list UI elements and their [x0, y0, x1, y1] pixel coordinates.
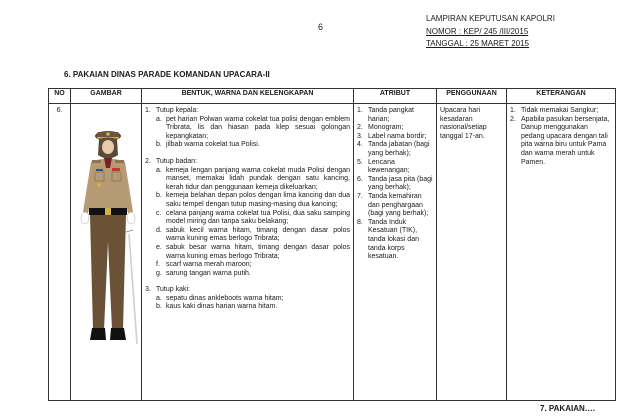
list-item	[357, 159, 433, 176]
document-header	[426, 13, 555, 51]
list-marker: e.	[156, 243, 162, 251]
page-number: 6	[318, 22, 324, 32]
list-item	[357, 219, 433, 262]
bentuk-list	[145, 107, 350, 312]
policewoman-uniform-image	[77, 122, 139, 352]
list-item	[145, 158, 350, 278]
list-marker: b.	[156, 303, 162, 311]
list-item	[156, 116, 350, 142]
uniform-table	[48, 88, 616, 401]
list-item	[156, 244, 350, 261]
table-row	[49, 104, 616, 401]
cell-atribut	[354, 104, 437, 401]
list-item	[156, 295, 350, 304]
list-item	[357, 124, 433, 133]
list-marker: 3.	[145, 286, 151, 294]
list-text: sarung tangan warna putih.	[166, 269, 251, 277]
list-marker: g.	[156, 269, 162, 277]
list-text: Tanda kemahiran dan penghargaan (bagi yang berhak);	[368, 192, 429, 218]
list-marker: 7.	[357, 192, 363, 200]
header-gambar: GAMBAR	[71, 89, 142, 104]
list-text: sabuk kecil warna hitam, timang dengan dasar polos warna kuning emas berlogo Tribrata;	[166, 226, 350, 243]
header-keterangan: KETERANGAN	[507, 89, 616, 104]
list-marker: 4.	[357, 141, 363, 149]
list-item	[156, 270, 350, 279]
list-marker: f.	[156, 261, 160, 269]
header-bentuk: BENTUK, WARNA DAN KELENGKAPAN	[142, 89, 354, 104]
list-item	[156, 210, 350, 227]
list-text: Tanda jasa pita (bagi yang berhak);	[368, 175, 433, 192]
list-text: scarf warna merah maroon;	[166, 261, 252, 269]
list-marker: c.	[156, 209, 162, 217]
list-item	[510, 107, 612, 116]
list-text: Monogram;	[368, 124, 404, 132]
cell-gambar	[71, 104, 142, 401]
list-marker: 2.	[510, 115, 516, 123]
list-item	[156, 261, 350, 270]
list-item	[156, 303, 350, 312]
header-line-1: LAMPIRAN KEPUTUSAN KAPOLRI	[426, 14, 555, 23]
footer-continuation: 7. PAKAIAN….	[540, 404, 595, 413]
header-penggunaan: PENGGUNAAN	[437, 89, 507, 104]
list-marker: d.	[156, 226, 162, 234]
atribut-list	[357, 107, 433, 262]
list-text: Tanda Induk Kesatuan (TIK), tanda lokasi dan tanda korps kesatuan.	[368, 218, 419, 261]
list-marker: 1.	[145, 107, 151, 114]
group-title: Tutup badan:	[156, 157, 197, 165]
cell-bentuk	[142, 104, 354, 401]
list-item	[357, 193, 433, 219]
section-title: 6. PAKAIAN DINAS PARADE KOMANDAN UPACARA-II	[64, 70, 270, 79]
list-marker: 6.	[357, 175, 363, 183]
list-item	[357, 107, 433, 124]
header-line-2: NOMOR : KEP/ 245 /III/2015	[426, 26, 529, 36]
list-marker: 5.	[357, 158, 363, 166]
list-marker: 2.	[145, 157, 151, 165]
list-text: sepatu dinas ankleboots warna hitam;	[166, 294, 284, 302]
list-item	[510, 116, 612, 168]
list-item	[357, 176, 433, 193]
list-marker: b.	[156, 192, 162, 200]
cell-penggunaan	[437, 104, 507, 401]
list-item	[145, 286, 350, 312]
list-item	[357, 141, 433, 158]
list-text: kemeja belahan depan polos dengan lima kancing dan dua saku tempel dengan tutup masing-masing dua kancing;	[166, 192, 350, 208]
group-title: Tutup kepala:	[156, 107, 199, 114]
cell-no: 6.	[49, 104, 71, 401]
list-item	[156, 227, 350, 244]
penggunaan-text: Upacara hari kesadaran nasional/setiap tanggal 17-an.	[440, 107, 487, 140]
header-atribut: ATRIBUT	[354, 89, 437, 104]
list-marker: b.	[156, 141, 162, 149]
list-text: jilbab warna cokelat tua Polisi.	[166, 141, 260, 149]
list-text: Tidak memakai Sangkur;	[521, 107, 599, 114]
list-text: Label nama bordir;	[368, 132, 427, 140]
list-text: celana panjang warna cokelat tua Polisi, dua saku samping model miring dan tanpa saku belakang;	[166, 209, 350, 226]
list-text: Tanda pangkat harian;	[368, 107, 414, 123]
list-item	[156, 192, 350, 209]
header-no: NO	[49, 89, 71, 104]
list-marker: 1.	[510, 107, 516, 114]
list-item	[145, 107, 350, 150]
header-line-3: TANGGAL : 25 MARET 2015	[426, 39, 530, 48]
keterangan-list	[510, 107, 612, 167]
list-text: Tanda jabatan (bagi yang berhak);	[368, 141, 430, 157]
list-text: Apabila pasukan bersenjata, Danup menggunakan pedang upacara dengan tali pita warna biru untuk Pama dan warna merah untuk Pamen.	[521, 115, 610, 166]
list-marker: 8.	[357, 218, 363, 226]
list-text: Lencana kewenangan;	[368, 158, 410, 175]
list-marker: 1.	[357, 107, 363, 114]
list-item	[156, 167, 350, 193]
list-text: kaus kaki dinas harian warna hitam.	[166, 303, 278, 311]
cell-keterangan	[507, 104, 616, 401]
group-title: Tutup kaki:	[156, 286, 190, 294]
list-marker: a.	[156, 294, 162, 302]
list-item	[156, 141, 350, 150]
list-marker: a.	[156, 115, 162, 123]
list-text: sabuk besar warna hitam, timang dengan dasar polos warna kuning emas berlogo Tribrata;	[166, 243, 350, 260]
list-item	[357, 133, 433, 142]
list-marker: a.	[156, 166, 162, 174]
list-text: pet harian Polwan warna cokelat tua polisi dengan emblem Tribrata, lis dan hiasan pada klep sesuai golongan kepangkatan;	[166, 115, 350, 140]
list-text: kemeja lengan panjang warna cokelat muda Polisi dengan manset, memakai lidah pundak dengan satu kancing, kerah tidur dan penggunaan kemeja dikeluarkan;	[166, 166, 350, 191]
list-marker: 2.	[357, 124, 363, 132]
table-header-row	[49, 89, 616, 104]
list-marker: 3.	[357, 132, 363, 140]
